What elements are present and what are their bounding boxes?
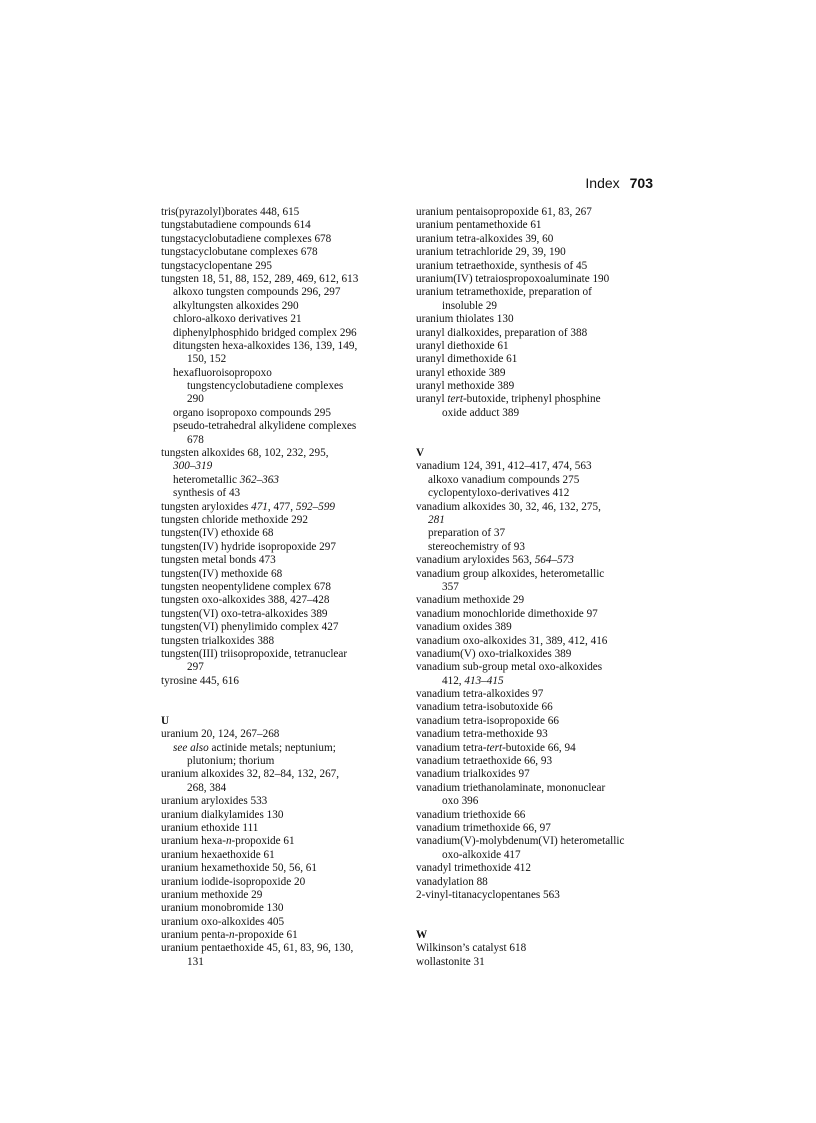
index-entry: vanadium tetraethoxide 66, 93 — [416, 755, 553, 768]
index-subentry: tungstencyclobutadiene complexes — [187, 380, 344, 393]
index-entry: vanadium tetra-methoxide 93 — [416, 728, 548, 741]
index-entry: vanadium tetra-tert-butoxide 66, 94 — [416, 741, 576, 754]
index-entry: uranyl methoxide 389 — [416, 380, 515, 393]
index-entry: tungsten neopentylidene complex 678 — [161, 580, 331, 593]
index-entry: tungsten oxo-alkoxides 388, 427–428 — [161, 594, 330, 607]
index-entry: vanadium tetra-alkoxides 97 — [416, 688, 544, 701]
index-subentry: oxo-alkoxide 417 — [442, 848, 521, 861]
index-subentry: insoluble 29 — [442, 299, 498, 312]
section-spacer — [161, 688, 401, 701]
index-entry: vanadium methoxide 29 — [416, 594, 525, 607]
index-entry: uranium tetraethoxide, synthesis of 45 — [416, 259, 588, 272]
index-entry: vanadium tetra-isopropoxide 66 — [416, 714, 559, 727]
index-subentry: hexafluoroisopropoxo — [173, 366, 272, 379]
index-entry: vanadium aryloxides 563, 564–573 — [416, 554, 574, 567]
index-entry: vanadium tetra-isobutoxide 66 — [416, 701, 553, 714]
index-entry: uranium pentaethoxide 45, 61, 83, 96, 130, — [161, 942, 354, 955]
index-entry: vanadium monochloride dimethoxide 97 — [416, 607, 598, 620]
index-entry: tungsten 18, 51, 88, 152, 289, 469, 612, 613 — [161, 272, 359, 285]
index-entry: vanadium trimethoxide 66, 97 — [416, 821, 551, 834]
index-entry: uranium iodide-isopropoxide 20 — [161, 875, 306, 888]
index-subentry: preparation of 37 — [428, 527, 506, 540]
index-entry: vanadium oxo-alkoxides 31, 389, 412, 416 — [416, 634, 608, 647]
index-subentry: 131 — [187, 955, 204, 968]
index-subentry: alkoxo tungsten compounds 296, 297 — [173, 286, 341, 299]
index-entry: uranium tetra-alkoxides 39, 60 — [416, 232, 554, 245]
index-entry: vanadium(V)-molybdenum(VI) heterometallic — [416, 835, 625, 848]
index-entry: uranyl dimethoxide 61 — [416, 353, 518, 366]
index-entry: tungstacyclobutadiene complexes 678 — [161, 232, 332, 245]
section-spacer — [416, 434, 656, 447]
index-entry: uranium alkoxides 32, 82–84, 132, 267, — [161, 768, 340, 781]
index-entry: tungsten(IV) methoxide 68 — [161, 567, 283, 580]
index-entry: 2-vinyl-titanacyclopentanes 563 — [416, 888, 560, 901]
section-letter: W — [416, 929, 428, 942]
index-column-right — [416, 206, 656, 969]
index-entry: tris(pyrazolyl)borates 448, 615 — [161, 206, 300, 218]
index-entry: uranium methoxide 29 — [161, 888, 263, 901]
index-entry: tungsten trialkoxides 388 — [161, 634, 275, 647]
index-entry: tungsten aryloxides 471, 477, 592–599 — [161, 500, 336, 513]
index-entry: tungsten(VI) oxo-tetra-alkoxides 389 — [161, 607, 328, 620]
index-subentry: 357 — [442, 580, 459, 593]
index-entry: vanadium group alkoxides, heterometallic — [416, 567, 605, 580]
index-subentry: cyclopentyloxo-derivatives 412 — [428, 487, 570, 500]
running-head-title: Index — [585, 175, 620, 191]
index-entry: uranium pentaisopropoxide 61, 83, 267 — [416, 206, 592, 218]
index-subentry: oxide adduct 389 — [442, 406, 520, 419]
index-entry: uranium penta-n-propoxide 61 — [161, 929, 298, 942]
index-entry: vanadium trialkoxides 97 — [416, 768, 530, 781]
index-entry: uranium tetramethoxide, preparation of — [416, 286, 592, 299]
index-subentry: 297 — [187, 661, 204, 674]
index-entry: vanadium sub-group metal oxo-alkoxides — [416, 661, 603, 674]
index-entry: vanadium triethoxide 66 — [416, 808, 526, 821]
index-entry: tungsten alkoxides 68, 102, 232, 295, — [161, 447, 329, 460]
index-entry: vanadium oxides 389 — [416, 621, 512, 634]
index-entry: uranium pentamethoxide 61 — [416, 219, 542, 232]
index-subentry: stereochemistry of 93 — [428, 540, 525, 553]
index-subentry: see also actinide metals; neptunium; — [173, 741, 336, 754]
index-entry: uranium thiolates 130 — [416, 313, 514, 326]
index-subentry: 290 — [187, 393, 204, 406]
index-entry: tyrosine 445, 616 — [161, 674, 239, 687]
index-column-left — [161, 206, 401, 969]
index-subentry: alkyltungsten alkoxides 290 — [173, 299, 299, 312]
index-subentry: 268, 384 — [187, 781, 227, 794]
section-spacer — [416, 916, 656, 929]
index-subentry: ditungsten hexa-alkoxides 136, 139, 149, — [173, 339, 358, 352]
index-entry: uranium tetrachloride 29, 39, 190 — [416, 246, 566, 259]
index-subentry: 678 — [187, 433, 204, 446]
index-subentry: 412, 413–415 — [442, 674, 504, 687]
index-subentry: diphenylphosphido bridged complex 296 — [173, 326, 357, 339]
index-entry: vanadyl trimethoxide 412 — [416, 862, 531, 875]
index-entry: tungsten metal bonds 473 — [161, 554, 276, 567]
section-spacer — [416, 420, 656, 433]
index-entry: vanadylation 88 — [416, 875, 488, 888]
index-subentry: synthesis of 43 — [173, 487, 241, 500]
index-subentry: heterometallic 362–363 — [173, 473, 279, 486]
index-entry: uranium ethoxide 111 — [161, 821, 259, 834]
index-entry: uranium 20, 124, 267–268 — [161, 728, 280, 741]
index-entry: uranium oxo-alkoxides 405 — [161, 915, 285, 928]
index-entry: Wilkinson’s catalyst 618 — [416, 942, 527, 955]
page-header — [585, 175, 653, 191]
index-subentry: pseudo-tetrahedral alkylidene complexes — [173, 420, 357, 433]
section-spacer — [161, 701, 401, 714]
index-entry: uranium hexaethoxide 61 — [161, 848, 275, 861]
section-letter: V — [416, 447, 425, 460]
index-entry: uranyl diethoxide 61 — [416, 339, 509, 352]
index-entry: tungstabutadiene compounds 614 — [161, 219, 311, 232]
index-entry: vanadium triethanolaminate, mononuclear — [416, 781, 606, 794]
index-subentry: alkoxo vanadium compounds 275 — [428, 473, 580, 486]
index-subentry: organo isopropoxo compounds 295 — [173, 406, 331, 419]
index-subentry: 150, 152 — [187, 353, 227, 366]
index-entry: tungstacyclobutane complexes 678 — [161, 246, 318, 259]
index-subentry: 281 — [428, 513, 445, 526]
index-entry: wollastonite 31 — [416, 955, 485, 968]
index-subentry: chloro-alkoxo derivatives 21 — [173, 313, 302, 326]
index-entry: uranyl tert-butoxide, triphenyl phosphine — [416, 393, 601, 406]
index-subentry: plutonium; thorium — [187, 755, 275, 768]
index-entry: uranium hexa-n-propoxide 61 — [161, 835, 295, 848]
index-entry: tungsten(IV) hydride isopropoxide 297 — [161, 540, 336, 553]
index-subentry: 300–319 — [173, 460, 213, 473]
section-letter: U — [161, 714, 170, 727]
section-spacer — [416, 902, 656, 915]
index-entry: uranyl dialkoxides, preparation of 388 — [416, 326, 588, 339]
index-entry: uranium monobromide 130 — [161, 902, 284, 915]
index-entry: vanadium alkoxides 30, 32, 46, 132, 275, — [416, 500, 601, 513]
index-entry: tungsten(III) triisopropoxide, tetranuclear — [161, 647, 348, 660]
index-entry: tungsten(IV) ethoxide 68 — [161, 527, 274, 540]
index-entry: tungsten(VI) phenylimido complex 427 — [161, 621, 339, 634]
index-entry: tungsten chloride methoxide 292 — [161, 513, 308, 526]
index-entry: uranium hexamethoxide 50, 56, 61 — [161, 862, 317, 875]
index-entry: vanadium(V) oxo-trialkoxides 389 — [416, 647, 572, 660]
index-entry: uranium aryloxides 533 — [161, 795, 268, 808]
index-entry: uranyl ethoxide 389 — [416, 366, 506, 379]
page-number: 703 — [629, 175, 653, 191]
index-subentry: oxo 396 — [442, 795, 479, 808]
index-entry: vanadium 124, 391, 412–417, 474, 563 — [416, 460, 592, 473]
index-entry: tungstacyclopentane 295 — [161, 259, 272, 272]
index-entry: uranium dialkylamides 130 — [161, 808, 284, 821]
index-entry: uranium(IV) tetraiospropoxoaluminate 190 — [416, 272, 610, 285]
